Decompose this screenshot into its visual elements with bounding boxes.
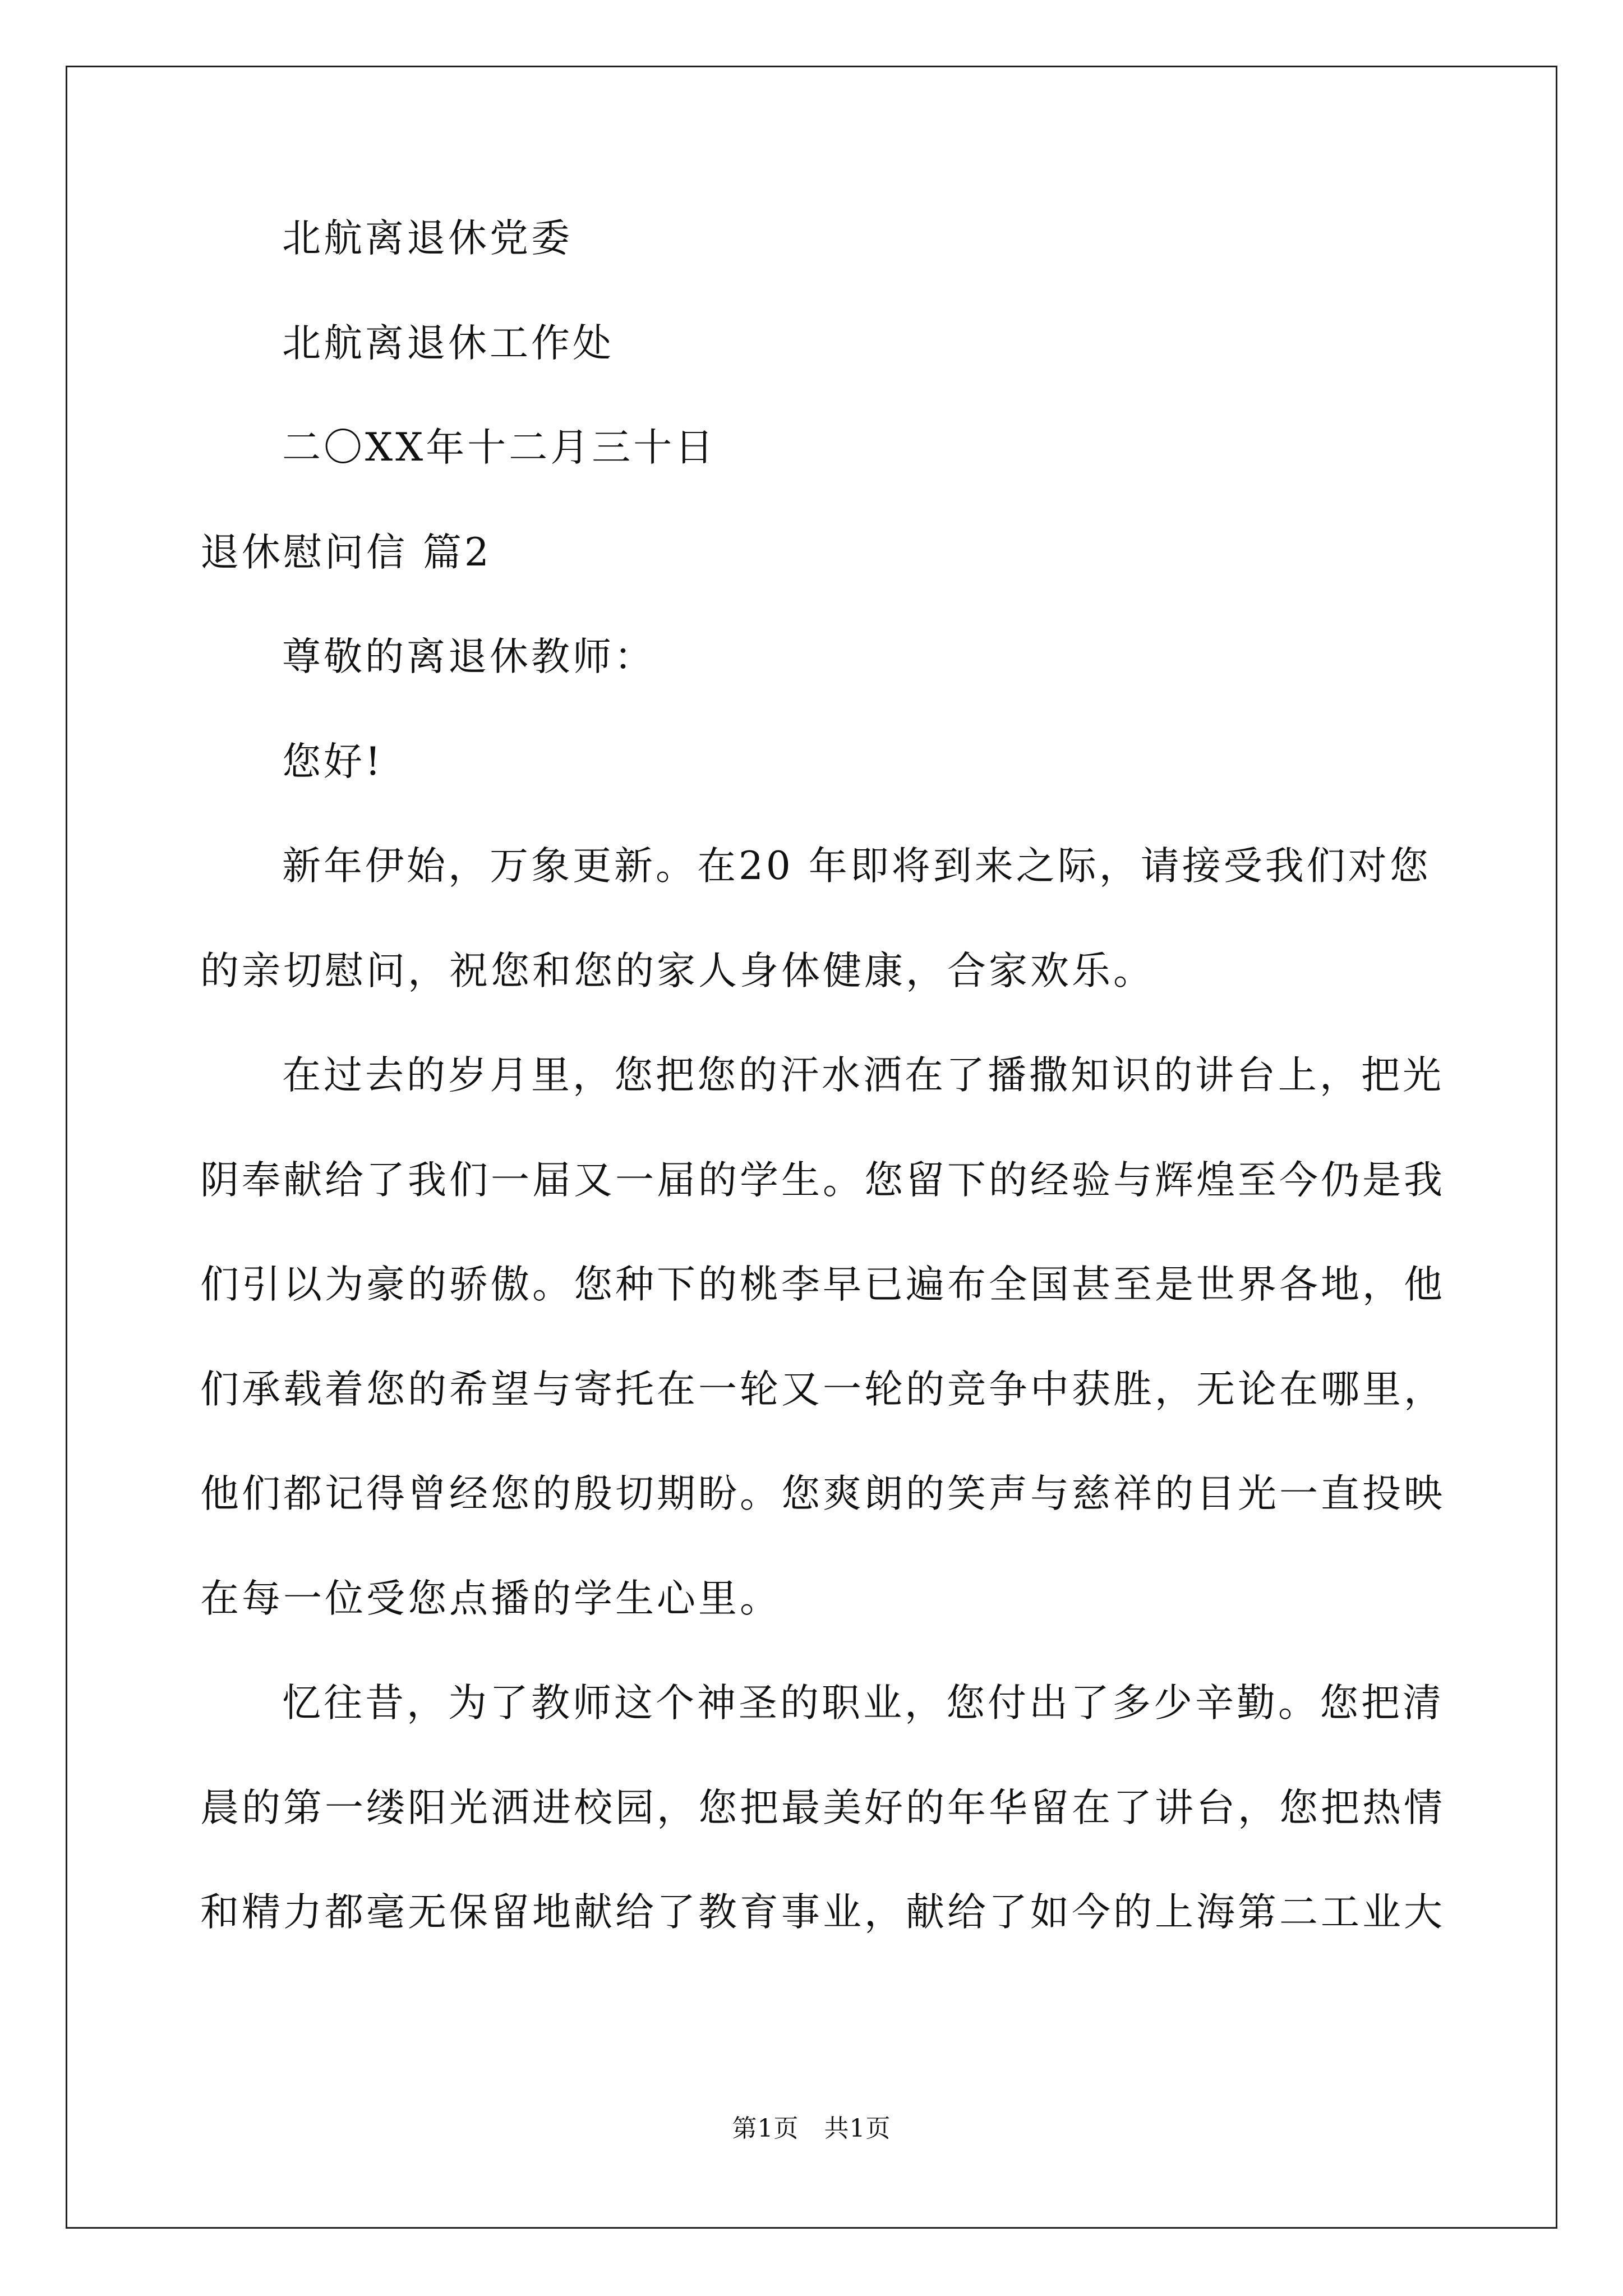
paragraph-3-line-2: 晨的第一缕阳光洒进校园，您把最美好的年华留在了讲台，您把热情	[200, 1786, 1445, 1830]
page-footer: 第1页 共1页	[732, 2114, 891, 2143]
paragraph-3-line-3: 和精力都毫无保留地献给了教育事业，献给了如今的上海第二工业大	[200, 1890, 1445, 1935]
paragraph-2-line-1: 在过去的岁月里，您把您的汗水洒在了播撒知识的讲台上，把光	[282, 1053, 1444, 1098]
greeting: 您好!	[282, 739, 384, 784]
paragraph-1-line-1: 新年伊始，万象更新。在20 年即将到来之际，请接受我们对您	[282, 844, 1431, 889]
signature-org-2: 北航离退休工作处	[282, 321, 614, 366]
paragraph-2-line-2: 阴奉献给了我们一届又一届的学生。您留下的经验与辉煌至今仍是我	[200, 1158, 1445, 1203]
paragraph-3-line-1: 忆往昔，为了教师这个神圣的职业，您付出了多少辛勤。您把清	[282, 1681, 1444, 1726]
paragraph-1-line-2: 的亲切慰问，祝您和您的家人身体健康，合家欢乐。	[200, 949, 1155, 993]
paragraph-2-line-6: 在每一位受您点播的学生心里。	[200, 1576, 781, 1621]
paragraph-2-line-3: 们引以为豪的骄傲。您种下的桃李早已遍布全国甚至是世界各地，他	[200, 1262, 1445, 1307]
signature-date: 二〇XX年十二月三十日	[282, 425, 717, 470]
salutation: 尊敬的离退休教师：	[282, 634, 656, 679]
paragraph-2-line-4: 们承载着您的希望与寄托在一轮又一轮的竞争中获胜，无论在哪里，	[200, 1367, 1445, 1412]
signature-org-1: 北航离退休党委	[282, 216, 573, 261]
section-heading: 退休慰问信 篇2	[200, 530, 492, 575]
paragraph-2-line-5: 他们都记得曾经您的殷切期盼。您爽朗的笑声与慈祥的目光一直投映	[200, 1471, 1445, 1516]
